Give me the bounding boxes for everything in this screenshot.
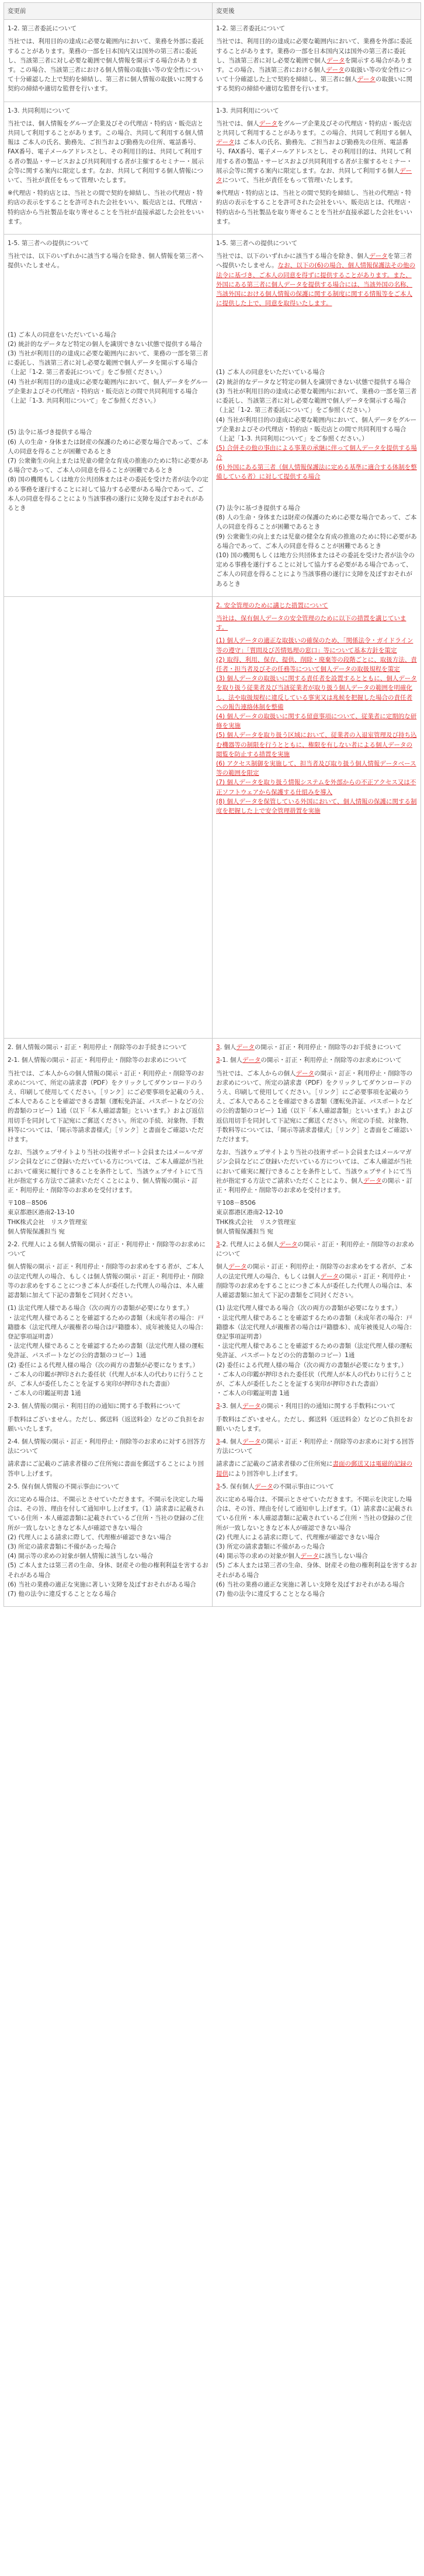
text-span: 当社では、利用目的の達成に必要な範囲内において、業務を外部に委託することがあります。業務の一部を日本国内又は国外の第三者に委託し、当該第三者に対し必要な範囲で個人情報を開示する場合があります。この場合、当該第三者における個人情報の取扱い等の安全性について十分確認した上で契約を締結し、第三者に個人情報の取扱いに関する契約の締結や適切な監督を行います。 [8,38,204,93]
text-span: (8) 人の生命・身体または財産の保護のために必要な場合であって、ご本人の同意を得ることが困難であるとき [216,514,417,531]
text-span: 手数料はございません。ただし、郵送料（返送料金）などのご負担をお願いいたします。 [216,1415,413,1432]
text-span: 当社では、ご本人からの個人情報の開示・訂正・利用停止・削除等のお求めについて、所定の請求書（PDF）をクリックしてダウンロードのうえ、印刷して使用してください。［リンク］にご必要事項を記載のうえ、ご本人であることを確認できる書類（運転免許証、パスポートなどの公的書類のコピー）1通（以下「本人確認書類」といいます。）および返信用切手を同封して下記宛にご郵送ください。所定の手続、対象物、手数料等については、「開示等請求書様式」［リンク］と書面をご確認いただけます。 [8,1069,208,1144]
text-span: の開示・訂正・利用停止・削除等のお求めに対する回答方法について [216,1438,414,1455]
changed-text: 3 [216,1241,220,1249]
text-span: をグループ企業及びその代理店・特約店・販売店と共同して利用することがあります。この場合、共同して利用する個人 [216,120,412,137]
text-span: に該当しない場合 [318,1553,368,1560]
paragraph [8,37,208,93]
blank-line [8,293,208,299]
blank-line [8,741,208,747]
blank-line [216,312,417,317]
blank-line [8,312,208,317]
paragraph [8,1148,208,1195]
text-span: 個人情報保護担当 宛 [216,1228,273,1235]
blank-line [8,834,208,840]
text-span: (4) 当社が利用目的の達成に必要な範囲内において、個人データをグループ企業およびその代理店・特約店・販売店との間で共同利用する場合（上記「1-3. 共同利用について」をご参照ください。） [8,378,208,405]
blank-line [8,704,208,709]
changed-text: データ [236,1044,255,1051]
text-span: (9) 公衆衛生の向上または児童の健全な育成の推進のために特に必要がある場合であって、ご本人の同意を得ることが困難であるとき [216,533,417,550]
text-span: (2) 統計的なデータなど特定の個人を識別できない状態で提供する場合 [216,378,411,386]
blank-line [8,648,208,653]
changed-text: 3 [216,1044,220,1051]
text-span: (5) 法令に基づき提供する場合 [8,429,92,436]
text-span: 2-2. 代理人による個人情報の開示・訂正・利用停止・削除等のお求めについて [8,1241,206,1258]
text-span: 2-3. 個人情報の開示・利用目的の通知に関する手数料について [8,1403,181,1410]
blank-line [216,969,417,974]
changed-text: (7) 個人データを取り扱う情報システムを外部からの不正アクセス又は不正ソフトウェアから保護する仕組みを導入 [216,779,416,796]
changed-text: (5) 合併その他の事由による事業の承継に伴って個人データを提供する場合 [216,445,417,462]
blank-line [216,875,417,881]
text-span: THK株式会社 リスク管理室 [8,1218,88,1226]
text-span: ・法定代理人様であることを確認するための書類（法定代理人様の運転免許証、パスポートなどの公的書類のコピー）1通 [8,1343,204,1359]
text-span: ※代理店・特約店とは、当社との間で契約を締結し、当社の代理店・特約店の表示をすることを許可された会社をいい、販売店とは、代理店・特約店から当社製品を取り寄せることを当社が直接承認した会社をいいます。 [216,190,412,225]
blank-line [8,760,208,766]
text-span: (3) 所定の請求書類に不備があった場合 [8,1543,117,1550]
paragraph [8,1198,208,1236]
text-span: -1. 個人 [220,1057,242,1064]
text-span: ・法定代理人様であることを確認するための書類（法定代理人様の運転免許証、パスポートなどの公的書類のコピー）1通 [216,1343,412,1359]
paragraph [216,1069,417,1145]
after-cell [213,102,421,234]
blank-line [8,778,208,784]
text-span: ・法定代理人様であることを確認するための書類（未成年者の場合：戸籍謄本（法定代理人が親権者の場合は戸籍謄本）、成年被後見人の場合：登記事項証明書） [216,1314,416,1340]
text-span: (2) 代理人による請求に際して、代理権が確認できない場合 [8,1533,172,1541]
blank-line [8,657,208,663]
changed-text: データ [216,139,235,146]
text-span: -2. 代理人による個人 [220,1241,279,1249]
column-header-before: 変更前 [4,3,213,20]
text-span: 1-3. 共同利用について [216,107,279,114]
paragraph [8,24,208,33]
changed-text: (8) 個人データを保管している外国において、個人情報の保護に関する制度を把握した上で安全管理措置を実施 [216,798,417,815]
text-span: (5) ご本人または第三者の生命、身体、財産その他の権利利益を害するおそれがある場合 [8,1562,208,1579]
text-span: なお、当該ウェブサイトより当社の技術サポート会員またはメールマガジン会員などにご登録いただいている方については、ご本人確認が当社において確実に履行できることを条件として、当該ウェブサイトにて当社が指定する方法でご請求いただくことにより、個人 [216,1149,412,1184]
text-span: (2) 委任による代理人様の場合（次の両方の書類が必要になります。） [216,1361,408,1369]
text-span: の開示・訂正・利用停止・削除等のお求めについて [216,1241,414,1258]
paragraph [216,1482,417,1491]
changed-text: データ [300,1553,319,1560]
text-span: 2-1. 個人情報の開示・訂正・利用停止・削除等のお求めについて [8,1057,187,1064]
text-span: 1-2. 第三者委託について [216,25,286,33]
blank-line [8,302,208,308]
changed-text: なお、以下の(6)の場合、個人情報保護法その他の法令に基づき、ご本人の同意を得ずに提供することがあります。また、外国にある第三者に個人データを提供する場合には、当該外国の名称、当該外国における個人情報の保護に関する制度に関する情報等をご本人に提供した上で、同意を取得いたします。 [216,262,416,307]
paragraph [216,1303,417,1398]
text-span: (7) 公衆衛生の向上または児童の健全な育成の推進のために特に必要がある場合であって、ご本人の同意を得ることが困難であるとき [8,457,208,474]
text-span: の開示・訂正・利用停止・削除等のお求めについて、所定の請求書（PDF）をクリックしてダウンロードのうえ、印刷して使用してください。［リンク］にご必要事項を記載のうえ、ご本人であることを確認できる書類（運転免許証、パスポートなどの公的書類のコピー）1通（以下「本人確認書類」といいます。）および返信用切手を同封して下記宛にご郵送ください。所定の手続、対象物、手数料等については、「開示等請求書様式」［リンク］と書面をご確認いただけます。 [216,1069,413,1144]
changed-text: (1) 個人データの適正な取扱いの確保のため、「関係法令・ガイドライン等の遵守」「質問及び苦情処理の窓口」等について基本方針を策定 [216,637,413,654]
changed-text: データ [357,76,376,83]
column-header-after: 変更後 [213,3,421,20]
blank-line [8,806,208,812]
blank-line [8,685,208,691]
text-span: ・ご本人の印鑑証明書 1通 [216,1390,290,1397]
changed-text: (2) 取得、利用、保存、提供、削除・廃棄等の段階ごとに、取扱方法、責任者・担当者及びその任務等について個人データの取扱規程を策定 [216,656,417,673]
text-span: の開示・訂正・利用停止・削除等のお求めをする者が、ご本人の法定代理人の場合、もしくは個人 [216,1263,412,1280]
comparison-row [4,1039,421,1607]
text-span: 請求書にご記載のご請求者様のご住所宛に [216,1460,333,1468]
header-row [4,3,421,20]
paragraph [8,1303,208,1398]
changed-text: データ [216,167,412,184]
paragraph [216,504,417,589]
paragraph [216,119,417,185]
text-span: の取扱い等の安全性について十分確認した上で契約を締結し、第三者に個人 [216,67,412,83]
changed-text: データ [228,1263,247,1271]
blank-line [8,629,208,635]
text-span: ・法定代理人様であることを確認するための書類（未成年者の場合：戸籍謄本（法定代理人が親権者の場合は戸籍謄本）、成年被後見人の場合：登記事項証明書） [8,1314,207,1340]
text-span: (1) 法定代理人様である場合（次の両方の書類が必要になります。） [8,1305,193,1312]
text-span: 東京都港区港南2-13-10 [8,1209,75,1217]
blank-line [216,349,417,355]
text-span: (6) 当社の業務の適正な実施に著しい支障を及ぼすおそれがある場合 [8,1581,196,1588]
blank-line [8,284,208,289]
changed-text: データ [363,1177,382,1184]
blank-line [216,922,417,928]
changed-text: データ [259,120,277,127]
blank-line [8,844,208,850]
text-span: 1-2. 第三者委託について [8,25,77,33]
text-span: (4) 当社が利用目的の達成に必要な範囲内において、個人データをグループ企業およびその代理店・特約店・販売店との間で共同利用する場合（上記「1-3. 共同利用について」をご参照ください。） [216,416,417,442]
text-span: 個人情報の開示・訂正・利用停止・削除等のお求めをする者が、ご本人の法定代理人の場合、もしくは個人情報の開示・訂正・利用停止・削除等のお求めをすることにつきご本人が委任した代理人の場合は、本人確認書類に加えて下記の書類をご同封ください。 [8,1263,204,1299]
blank-line [216,941,417,946]
text-span: 個人 [216,1263,228,1271]
after-cell [213,20,421,102]
blank-line [216,959,417,965]
text-span: 1-3. 共同利用について [8,107,71,114]
text-span: ・ご本人の印鑑が押印された委任状（代理人が本人の代わりに行うことが、ご本人が委任したことを証する実印が押印された書面） [216,1371,412,1387]
blank-line [8,620,208,625]
changed-text: データ [326,57,345,64]
paragraph [8,1262,208,1300]
text-span: の開示・訂正・利用停止・削除等のお求めについて [260,1057,402,1064]
paragraph [8,1482,208,1491]
blank-line [8,788,208,794]
paragraph [8,1043,208,1052]
blank-line [216,1015,417,1021]
comparison-row [4,20,421,102]
paragraph [216,1495,417,1599]
blank-line [216,997,417,1002]
text-span: は ご本人の氏名、勤務先、ご担当および勤務先の住所、電話番号、FAX番号、電子メールアドレスとし、その利用目的は、共同して利用する者の製品・サービスおよび共同利用する者が主催するセミナー・展示会等に関する案内に限定します。なお、共同して利用する個人 [216,139,412,174]
blank-line [216,838,417,844]
text-span: 2. 個人情報の開示・訂正・利用停止・削除等のお手続きについて [8,1044,187,1051]
text-span: (8) 国の機関もしくは地方公共団体またはその委託を受けた者が法令の定める事務を遂行することに対して協力する必要がある場合であって、ご本人の同意を得ることにより当該事務の遂行に支障を及ぼすおそれがあるとき [8,476,208,512]
blank-line [216,829,417,834]
changed-text: 3 [216,1403,220,1410]
changed-text: データ [242,1438,261,1445]
blank-line [216,931,417,937]
text-span: により回答申し上げます。 [228,1470,302,1477]
paragraph [216,1043,417,1052]
paragraph [8,1437,208,1456]
text-span: 1-5. 第三者への提供について [216,240,298,247]
comparison-document [4,2,420,1607]
text-span: (7) 法令に基づき提供する場合 [216,504,301,512]
changed-text: データ [320,1273,339,1280]
paragraph [8,428,208,513]
text-span: 手数料はございません。ただし、郵送料（返送料金）などのご負担をお願いいたします。 [8,1415,204,1432]
text-span: (6) 当社の業務の適正な実施に著しい支障を及ぼすおそれがある場合 [216,1581,405,1588]
text-span: 次に定める場合は、不開示とさせていただきます。不開示を決定した場合は、その旨、理由を付して通知申し上げます。（1）請求書に記載されている住所・本人確認書類に記載されているご住所・当社の登録のご住所が一致しないときなど本人が確認できない場合 [8,1495,204,1532]
blank-line [216,987,417,993]
text-span: の開示・訂正・利用停止・削除等のお求めを受付けます。 [216,1177,412,1194]
text-span: 2-4. 個人情報の開示・訂正・利用停止・削除等のお求めに対する回答方法について [8,1438,206,1455]
text-span: ・ご本人の印鑑証明書 1通 [8,1390,81,1397]
after-cell [213,235,421,597]
paragraph [8,1495,208,1599]
text-span: ・ご本人の印鑑が押印された委任状（代理人が本人の代わりに行うことが、ご本人が委任したことを証する実印が押印された書面） [8,1371,204,1387]
text-span: (4) 開示等の求めの対象が個人情報に該当しない場合 [8,1553,154,1560]
comparison-row [4,102,421,234]
paragraph [216,24,417,33]
changed-text: データ [326,67,345,74]
text-span: -4. 個人 [220,1438,242,1445]
before-cell [4,102,213,234]
before-cell [4,20,213,102]
paragraph [8,1069,208,1145]
blank-line [216,847,417,853]
blank-line [216,894,417,900]
blank-line [8,418,208,424]
paragraph [216,251,417,308]
text-span: 個人情報保護担当 宛 [8,1228,65,1235]
text-span: ※代理店・特約店とは、当社との間で契約を締結し、当社の代理店・特約店の表示をすることを許可された会社をいい、販売店とは、代理店・特約店から当社製品を取り寄せることを当社が直接承認した会社をいいます。 [8,190,204,225]
text-span: 請求書にご記載のご請求者様のご住所宛に書面を郵送することにより回答申し上げます。 [8,1460,204,1477]
paragraph [8,1415,208,1434]
before-cell [4,1039,213,1607]
text-span: の開示・訂正・利用停止・削除等のお手続きについて [254,1044,402,1051]
changed-text: (3) 個人データの取扱いに関する責任者を設置するとともに、個人データを取り扱う従業者及び当該従業者が取り扱う個人データの範囲を明確化し、法や取扱規程に違反している事実又は兆候を把握した場合の責任者への報告連絡体制を整備 [216,675,417,711]
paragraph [216,1415,417,1434]
text-span: について、当社が責任をもって管理いたします。 [222,177,357,184]
changed-text: 当社は、保有個人データの安全管理のために以下の措置を講じています。 [216,614,406,632]
changed-text: 3 [216,1483,220,1490]
blank-line [216,857,417,862]
paragraph [8,1055,208,1065]
text-span: を開示する場合があります。この場合、当該第三者における個人 [216,57,412,74]
paragraph [8,330,208,406]
after-cell [213,1039,421,1607]
text-span: 次に定める場合は、不開示とさせていただきます。不開示を決定した場合は、その旨、理由を付して通知申し上げます。（1）請求書に記載されている住所・本人確認書類に記載されているご住所・当社の登録のご住所が一致しないときなど本人が確認できない場合 [216,1495,413,1532]
paragraph [216,1401,417,1411]
text-span: THK株式会社 リスク管理室 [216,1218,296,1226]
paragraph [8,1459,208,1478]
blank-line [8,409,208,415]
blank-line [216,1025,417,1030]
blank-line [216,913,417,918]
paragraph [8,119,208,185]
paragraph [216,636,417,816]
text-span: 2-5. 保有個人情報の不開示事由について [8,1483,120,1490]
comparison-rows [4,20,421,1607]
paragraph [216,614,417,632]
blank-line [8,732,208,738]
before-cell [4,235,213,597]
text-span: (2) 委任による代理人様の場合（次の両方の書類が必要になります。） [8,1361,199,1369]
after-cell [213,596,421,1038]
before-cell [4,596,213,1038]
text-span: (1) ご本人の同意をいただいている場合 [216,369,325,376]
blank-line [8,769,208,775]
blank-line [8,750,208,756]
blank-line [216,978,417,984]
blank-line [216,494,417,500]
blank-line [216,1006,417,1012]
paragraph [8,251,208,270]
changed-text: データ [369,253,388,260]
blank-line [8,825,208,831]
text-span: (2) 代理人による請求に際して、代理権が確認できない場合 [216,1533,380,1541]
comparison-row [4,235,421,597]
text-span: (2) 統計的なデータなど特定の個人を識別できない状態で提供する場合 [8,340,203,348]
blank-line [216,819,417,825]
text-span: 〒108－8506 [216,1200,256,1207]
paragraph [216,188,417,226]
text-span: (6) 人の生命・身体または財産の保護のために必要な場合であって、ご本人の同意を得ることが困難であるとき [8,438,208,455]
blank-line [8,713,208,719]
text-span: 東京都港区港南2-12-10 [216,1209,283,1217]
paragraph [216,1240,417,1259]
paragraph [216,106,417,116]
blank-line [216,485,417,491]
text-span: の開示・訂正・利用停止・削除等のお求めをすることにつきご本人が委任した代理人の場合は、本人確認書類に加えて下記の書類をご同封ください。 [216,1273,412,1299]
text-span: なお、当該ウェブサイトより当社の技術サポート会員またはメールマガジン会員などにご登録いただいている方については、ご本人確認が当社において確実に履行できることを条件として、当該ウェブサイトにて当社が指定する方法でご請求いただくことにより、個人情報の開示・訂正・利用停止・削除等のお求めを受付けます。 [8,1149,204,1194]
paragraph [216,37,417,93]
paragraph [8,106,208,116]
text-span: (3) 当社が利用目的の達成に必要な範囲内において、業務の一部を第三者に委託し、当該第三者に対し必要な範囲で個人データを開示する場合（上記「1-2. 第三者委託について」をご参照ください。） [216,387,417,414]
paragraph [8,239,208,248]
blank-line [8,666,208,672]
text-span: 1-5. 第三者への提供について [8,240,89,247]
changed-text: (6) アクセス制御を実施して、担当者及び取り扱う個人情報データベース等の範囲を限定 [216,760,416,777]
blank-line [8,321,208,327]
changed-text: 3 [216,1057,220,1064]
blank-line [8,274,208,280]
blank-line [216,866,417,872]
blank-line [8,722,208,728]
paragraph [216,368,417,481]
text-span: を第三者へ提供いたしません。 [216,253,412,270]
paragraph [216,1437,417,1456]
text-span: (1) 法定代理人様である場合（次の両方の書類が必要になります。） [216,1305,401,1312]
blank-line [8,638,208,644]
changed-text: (4) 個人データの取扱いに関する留意事項について、従業者に定期的な研修を実施 [216,712,417,730]
paragraph [8,1401,208,1411]
blank-line [8,694,208,700]
changed-text: 3 [216,1438,220,1445]
text-span: 当社では、ご本人からの個人 [216,1069,296,1077]
comparison-row [4,596,421,1038]
blank-line [216,330,417,336]
paragraph [216,239,417,248]
text-span: の不開示事由について [273,1483,335,1490]
changed-text: (5) 個人データを取り扱う区域において、従業者の入退室管理及び持ち込む機器等の制限を行うとともに、権限を有しない者による個人データの閲覧を防止する措置を実施 [216,732,417,758]
paragraph [216,1459,417,1478]
text-span: の取扱いに関する契約の締結や適切な監督を行います。 [216,76,412,93]
changed-text: 2. 安全管理のために講じた措置について [216,602,328,609]
blank-line [216,950,417,956]
blank-line [8,797,208,803]
paragraph [216,1148,417,1195]
text-span: の開示・利用目的の通知に関する手数料について [260,1403,396,1410]
text-span: -5. 保有個人 [220,1483,255,1490]
changed-text: データ [242,1057,261,1064]
blank-line [8,610,208,616]
text-span: (5) ご本人または第三者の生命、身体、財産その他の権利利益を害するおそれがある場合 [216,1562,417,1579]
changed-text: 書面の郵送又は電磁的記録の提供 [216,1460,412,1477]
text-span: (1) ご本人の同意をいただいている場合 [8,331,117,338]
blank-line [216,358,417,364]
text-span: 〒108－8506 [8,1200,47,1207]
text-span: -3. 個人 [220,1403,242,1410]
text-span: 当社では、利用目的の達成に必要な範囲内において、業務を外部に委託することがあります。業務の一部を日本国内又は国外の第三者に委託し、当該第三者に対し必要な範囲で個人 [216,38,412,64]
paragraph [216,1198,417,1236]
text-span: 当社では、以下のいずれかに該当する場合を除き、個人情報を第三者へ提供いたしません。 [8,253,204,270]
text-span: 当社では、個人情報をグループ企業及びその代理店・特約店・販売店と共同して利用することがあります。この場合、共同して利用する個人情報は ご本人の氏名、勤務先、ご担当および勤務先の住所、電話番号、FAX番号、電子メールアドレスとし、その利用目的は、共同して利用する者の製品・サービスおよび共同利用する者が主催するセミナー・展示会等に関する案内に限定します。なお、共同して利用する個人情報について、当社が責任をもって管理いたします。 [8,120,204,184]
paragraph [216,1262,417,1300]
blank-line [216,340,417,345]
text-span: . 個人 [220,1044,237,1051]
paragraph [8,1240,208,1259]
paragraph [216,601,417,610]
changed-text: データ [242,1403,261,1410]
paragraph [216,1055,417,1065]
changed-text: データ [296,1069,314,1077]
text-span: (10) 国の機関もしくは地方公共団体またはその委託を受けた者が法令の定める事務を遂行することに対して協力する必要がある場合であって、ご本人の同意を得ることにより当該事務の遂行に支障を及ぼすおそれがあるとき [216,551,415,588]
blank-line [8,816,208,822]
changed-text: (6) 外国にある第三者（個人情報保護法に定める基準に適合する体制を整備している者）に対して提供する場合 [216,463,417,480]
paragraph [8,188,208,226]
blank-line [8,601,208,607]
blank-line [216,885,417,890]
changed-text: データ [254,1483,273,1490]
text-span: (7) 他の法令に違反することとなる場合 [216,1590,325,1598]
text-span: (3) 所定の請求書類に不備があった場合 [216,1543,325,1550]
text-span: 当社では、以下のいずれかに該当する場合を除き、個人 [216,253,370,260]
text-span: 当社では、個人 [216,120,259,127]
text-span: (4) 開示等の求めの対象が個人 [216,1553,301,1560]
text-span: (7) 他の法令に違反することとなる場合 [8,1590,117,1598]
changed-text: データ [279,1241,298,1249]
blank-line [8,676,208,681]
comparison-table [4,2,421,1607]
blank-line [216,321,417,327]
text-span: (3) 当社が利用目的の達成に必要な範囲内において、業務の一部を第三者に委託し、当該第三者に対し必要な範囲で個人データを開示する場合（上記「1-2. 第三者委託について」をご参照ください。） [8,350,208,376]
blank-line [216,903,417,909]
